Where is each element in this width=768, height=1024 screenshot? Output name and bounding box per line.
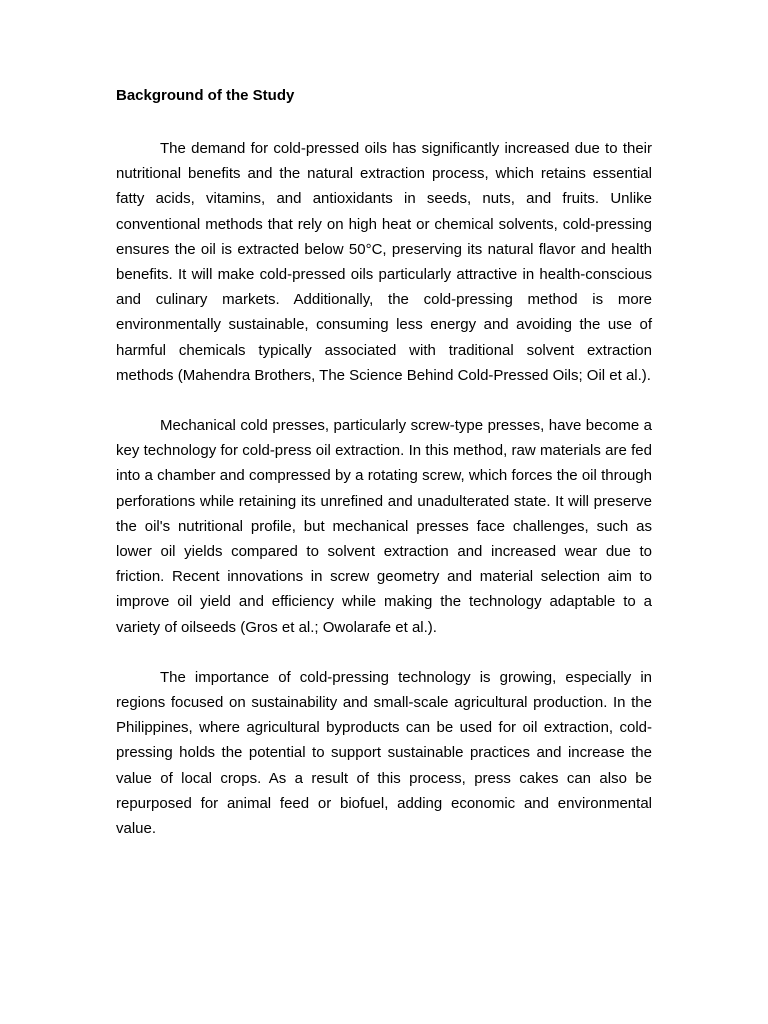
- section-heading: Background of the Study: [116, 87, 295, 104]
- paragraph-1: The demand for cold-pressed oils has significantly increased due to their nutritional benefits and the natural extraction process, which retains essential fatty acids, vitamins, and antioxidants in seeds, nuts, and fruits. Unlike conventional methods that rely on high heat or chemical solvents, cold-pressing ensures the oil is extracted below 50°C, preserving its natural flavor and health benefits. It will make cold-pressed oils particularly attractive in health-conscious and culinary markets. Additionally, the cold-pressing method is more environmentally sustainable, consuming less energy and avoiding the use of harmful chemicals typically associated with traditional solvent extraction methods (Mahendra Brothers, The Science Behind Cold-Pressed Oils; Oil et al.).: [116, 140, 652, 384]
- document-page: [116, 86, 652, 866]
- paragraph-3: The importance of cold-pressing technology is growing, especially in regions focused on sustainability and small-scale agricultural production. In the Philippines, where agricultural byproducts can be used for oil extraction, cold-pressing holds the potential to support sustainable practices and increase the value of local crops. As a result of this process, press cakes can also be repurposed for animal feed or biofuel, adding economic and environmental value.: [116, 668, 652, 838]
- paragraph-2: Mechanical cold presses, particularly screw-type presses, have become a key technology for cold-press oil extraction. In this method, raw materials are fed into a chamber and compressed by a rotating screw, which forces the oil through perforations while retaining its unrefined and unadulterated state. It will preserve the oil's nutritional profile, but mechanical presses face challenges, such as lower oil yields compared to solvent extraction and increased wear due to friction. Recent innovations in screw geometry and material selection aim to improve oil yield and efficiency while making the technology adaptable to a variety of oilseeds (Gros et al.; Owolarafe et al.).: [116, 417, 652, 636]
